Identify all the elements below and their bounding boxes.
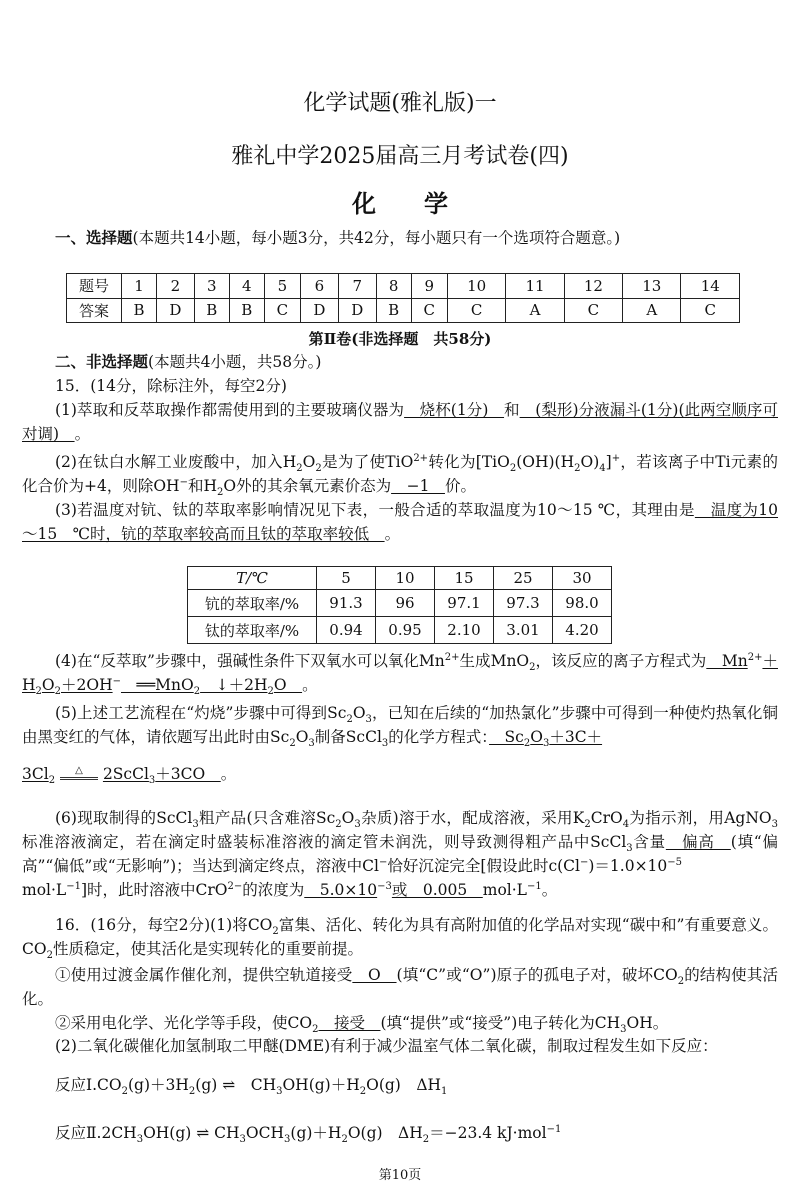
text-run: 富集、活化、转化为具有高附加值的化学品对实现“碳中和”有重要意义。CO (22, 916, 778, 958)
text-run: 3 (136, 1134, 144, 1146)
answer-blank: O (41, 676, 55, 694)
question-number-cell: 12 (564, 274, 622, 299)
answer-blank: 温度为10～15 ℃时，钪的萃取率较高而且钛的萃取率较低 (22, 501, 779, 543)
text-run: 3 (239, 1134, 246, 1146)
text-run: 2 (315, 463, 322, 475)
section2-note: (本题共4小题，共58分。) (148, 353, 322, 371)
text-run: (2)二氧化碳催化加氢制取二甲醚(DME)有利于减少温室气体二氧化碳，制取过程发生如下反应： (55, 1037, 718, 1055)
answer-cell: A (623, 298, 681, 323)
text-run: − (579, 856, 589, 868)
text-run: (5)上述工艺流程在“灼烧”步骤中可得到Sc (55, 704, 347, 722)
q16-part1b (22, 1011, 778, 1035)
text-run: − (179, 476, 188, 488)
answer-blank: ＋2OH (61, 676, 113, 694)
text-run: (填“提供”或“接受”)电子转化为CH (380, 1014, 621, 1032)
text-run: 16．(16分，每空2分)(1)将CO (55, 916, 273, 934)
text-run: 。 (220, 765, 237, 783)
answer-blank: ↓＋2H (200, 676, 268, 694)
answer-cell: C (681, 298, 740, 323)
text-run: 和 (504, 401, 520, 419)
text-run: 2 (341, 1134, 348, 1146)
text-run: 3 (542, 738, 550, 750)
q15-part1 (22, 398, 778, 446)
text-run: 3 (284, 1134, 291, 1146)
temperature-row (188, 567, 612, 590)
question-number-cell: 1 (122, 274, 157, 299)
text-run: − (379, 856, 388, 868)
text-run: OH(g) ⇌ CH (143, 1124, 240, 1142)
text-run: 3 (308, 738, 315, 750)
text-run: 价。 (444, 477, 476, 495)
text-run: 性质稳定，使其活化是实现转化的重要前提。 (52, 940, 363, 958)
text-run: 2 (677, 976, 685, 988)
text-run: 。 (74, 425, 91, 443)
text-run: 2 (574, 463, 581, 475)
answer-cell: D (338, 298, 376, 323)
question-number-cell: 9 (411, 274, 447, 299)
text-run: O (341, 809, 355, 827)
row-label: 答案 (67, 298, 122, 323)
answer-cell: A (506, 298, 564, 323)
text-run: (g)＋H (290, 1124, 342, 1142)
answer-blank: 偏高 (665, 833, 731, 851)
titanium-rate-cell: 3.01 (494, 617, 553, 644)
text-run: 3 (192, 819, 199, 831)
answer-blank: 5.0×10 (304, 881, 378, 899)
text-run: ，已知在后续的“加热氯化”步骤中可得到一种使灼热氧化铜由黑变红的气体，请依题写出此时由Sc (22, 704, 778, 746)
section2-heading (55, 350, 800, 374)
answer-cell: B (376, 298, 411, 323)
text-run: 2 (523, 738, 531, 750)
answer-cell: C (264, 298, 300, 323)
part2-title-text: 第Ⅱ卷(非选择题 共58分) (308, 330, 492, 348)
subject-title: 化 学 (352, 189, 448, 218)
text-run: 标准溶液滴定，若在滴定时盛装标准溶液的滴定管未润洗，则导致测得粗产品中ScCl (22, 833, 627, 851)
text-run: (3)若温度对钪、钛的萃取率影响情况见下表，一般合适的萃取温度为10～15 ℃，其理由是 (55, 501, 695, 519)
question-number-cell: 6 (300, 274, 338, 299)
text-run: ＝−23.4 kJ·mol (429, 1124, 547, 1142)
answer-cell: C (447, 298, 505, 323)
question-number-cell: 7 (338, 274, 376, 299)
text-run: ，若该离子中Ti元素的化合价为+4，则除OH (22, 453, 778, 495)
question-number-cell: 13 (623, 274, 681, 299)
text-run: 3 (354, 819, 361, 831)
text-run: (6)现取制得的ScCl (55, 809, 193, 827)
q15-part5-equation (22, 762, 778, 786)
text-run: 3 (626, 843, 633, 855)
titanium-rate-cell: 2.10 (435, 617, 494, 644)
text-run: 2 (335, 819, 342, 831)
titanium-rate-cell: 0.94 (317, 617, 376, 644)
text-run: 2 (359, 1086, 367, 1098)
answer-blank: 2ScCl (102, 765, 149, 783)
text-run: 。 (384, 525, 401, 543)
section1-label: 一、选择题 (55, 228, 133, 247)
extraction-rate-table (187, 566, 612, 644)
temperature-cell: 15 (435, 567, 494, 590)
text-run: mol·L (482, 881, 527, 899)
answer-table-number-row (67, 274, 740, 299)
answer-blank: ＋3C＋ (549, 728, 603, 746)
text-run: 2+ (413, 452, 429, 464)
answer-blank: ══MnO (120, 676, 194, 694)
text-run: OH(g)＋H (282, 1076, 360, 1094)
text-run: 2 (272, 926, 279, 938)
titanium-rate-cell: 0.95 (376, 617, 435, 644)
section1-note: (本题共14小题，每小题3分，共42分，每小题只有一个选项符合题意。) (132, 229, 621, 247)
answer-blank: Sc (489, 728, 524, 746)
text-run: O (295, 728, 309, 746)
text-run: 含量 (632, 833, 666, 851)
question-number-cell: 14 (681, 274, 740, 299)
page-number: 第10页 (378, 1168, 422, 1183)
text-run: O(g) ΔH (366, 1076, 442, 1094)
text-run: O (352, 704, 366, 722)
heating-condition: △ (60, 765, 98, 780)
question-number-cell: 3 (194, 274, 229, 299)
question-number-cell: 8 (376, 274, 411, 299)
text-run: OCH (245, 1124, 285, 1142)
text-run: 2 (529, 662, 536, 674)
question-number-cell: 4 (229, 274, 264, 299)
text-run: 2+ (444, 651, 460, 663)
text-run: ]时，此时溶液中CrO (80, 881, 228, 899)
text-run: CrO (590, 809, 623, 827)
temperature-cell: 10 (376, 567, 435, 590)
row-label: 钪的萃取率/% (188, 590, 317, 617)
text-run: (OH)(H (516, 453, 575, 471)
answer-blank: 烧杯(1分) (404, 401, 505, 419)
text-run: 恰好沉淀完全[假设此时c(Cl (387, 857, 580, 875)
text-run: (填“偏高”“偏低”或“无影响”)；当达到滴定终点，溶液中Cl (22, 833, 778, 875)
text-run: 。 (541, 881, 558, 899)
answer-blank: O (273, 676, 303, 694)
question-number-cell: 2 (156, 274, 194, 299)
text-run: 3 (771, 819, 778, 831)
text-run: 。 (302, 676, 318, 694)
text-run: 2+ (747, 651, 763, 663)
text-run: O) (580, 453, 600, 471)
answer-blank: ＋3CO (155, 765, 221, 783)
answer-blank: ＋H (22, 652, 778, 694)
text-run: (g)＋3H (128, 1076, 189, 1094)
answer-blank: −1 (391, 477, 445, 495)
text-run: 是为了使TiO (321, 453, 414, 471)
answer-blank: 接受 (318, 1014, 381, 1032)
text-run: 为指示剂，用AgNO (629, 809, 772, 827)
text-run: mol·L (22, 881, 67, 899)
text-run: 的化学方程式： (388, 728, 490, 746)
text-run: )＝1.0×10 (588, 857, 668, 875)
text-run: 的结构使其活化。 (22, 966, 778, 1008)
text-run: 制备ScCl (314, 728, 382, 746)
text-run: 2 (46, 950, 53, 962)
titanium-rate-cell: 4.20 (553, 617, 612, 644)
header-line1: 化学试题(雅礼版)一 (303, 91, 497, 116)
text-run: ②采用电化学、光化学等手段，使CO (55, 1014, 313, 1032)
text-run: 反应Ⅰ.CO (55, 1076, 122, 1094)
scandium-rate-cell: 96 (376, 590, 435, 617)
text-run: (1)萃取和反萃取操作都需使用到的主要玻璃仪器为 (55, 401, 405, 419)
text-run: (g) ⇌ CH (195, 1076, 277, 1094)
answer-cell: B (122, 298, 157, 323)
answer-cell: B (194, 298, 229, 323)
text-run: 2 (121, 1086, 128, 1098)
text-run: 2 (267, 686, 274, 698)
q15-part4 (22, 649, 778, 697)
text-run: −5 (667, 856, 683, 868)
q15-part6 (22, 806, 778, 878)
text-run: 2 (422, 1134, 430, 1146)
text-run: − (112, 675, 121, 687)
text-run: O(g) ΔH (347, 1124, 423, 1142)
reaction-2 (22, 1121, 778, 1145)
answer-cell: D (156, 298, 194, 323)
text-run: 2 (193, 686, 201, 698)
text-run: −1 (66, 880, 81, 892)
q16-head (22, 913, 778, 961)
text-run: 2 (188, 1086, 196, 1098)
q15-part2 (22, 450, 778, 498)
text-run: 粗产品(只含难溶Sc (198, 809, 336, 827)
answer-blank: O (530, 728, 543, 746)
temperature-cell: 25 (494, 567, 553, 590)
text-run: ①使用过渡金属作催化剂，提供空轨道接受 (55, 966, 353, 984)
text-run: 1 (441, 1086, 448, 1098)
text-run: ，该反应的离子方程式为 (535, 652, 707, 670)
text-run: −3 (377, 880, 392, 892)
text-run: O外的其余氧元素价态为 (223, 477, 392, 495)
q16-part2 (22, 1034, 778, 1058)
text-run: O (302, 453, 316, 471)
text-run: 2 (296, 463, 303, 475)
text-run: ] (605, 453, 612, 471)
answer-blank: 或 0.005 (391, 881, 483, 899)
q15-part6-answer (22, 878, 778, 902)
text-run: −1 (526, 880, 542, 892)
text-run: 2 (289, 738, 296, 750)
text-run: (2)在钛白水解工业废酸中，加入H (55, 453, 297, 471)
scandium-rate-cell: 97.1 (435, 590, 494, 617)
text-run: 的浓度为 (242, 881, 305, 899)
text-run: 2 (312, 1024, 319, 1036)
row-label: 题号 (67, 274, 122, 299)
text-run: (4)在“反萃取”步骤中，强碱性条件下双氧水可以氧化Mn (55, 652, 445, 670)
question-number-cell: 10 (447, 274, 505, 299)
text-run: 4 (599, 463, 606, 475)
text-run: 3 (620, 1024, 627, 1036)
text-run: 杂质)溶于水，配成溶液，采用K (360, 809, 585, 827)
text-run: + (611, 452, 621, 464)
text-run: 和H (187, 477, 217, 495)
text-run: OH。 (626, 1014, 669, 1032)
temperature-cell: 5 (317, 567, 376, 590)
answer-blank: Mn (706, 652, 748, 670)
text-run: 3 (276, 1086, 283, 1098)
text-run: 生成MnO (459, 652, 530, 670)
answer-cell: D (300, 298, 338, 323)
text-run: 3 (148, 775, 156, 787)
answer-blank: (梨形)分液漏斗(1分)(此两空顺序可对调) (22, 401, 778, 443)
question-number-cell: 11 (506, 274, 564, 299)
scandium-rate-row (188, 590, 612, 617)
q15-part3 (22, 498, 778, 546)
answer-table (66, 273, 740, 323)
temperature-cell: 30 (553, 567, 612, 590)
reaction-1 (22, 1073, 778, 1097)
row-label: 钛的萃取率/% (188, 617, 317, 644)
text-run: −1 (546, 1123, 562, 1135)
text-run: 2− (227, 880, 243, 892)
answer-table-answer-row (67, 298, 740, 323)
q15-part5 (22, 701, 778, 749)
text-run: 4 (622, 819, 630, 831)
text-run: 2 (217, 487, 224, 499)
answer-blank: 3Cl (22, 765, 49, 783)
q16-part1a (22, 963, 778, 1011)
question-number-cell: 5 (264, 274, 300, 299)
titanium-rate-row (188, 617, 612, 644)
section2-label: 二、非选择题 (55, 352, 149, 371)
text-run: 2 (35, 686, 42, 698)
q15-head: 15．(14分，除标注外，每空2分) (55, 377, 287, 395)
text-run: 2 (509, 463, 517, 475)
text-run: 3 (381, 738, 389, 750)
temperature-label: T/℃ (188, 567, 317, 590)
answer-cell: C (411, 298, 447, 323)
text-run: 2 (48, 775, 56, 787)
scandium-rate-cell: 98.0 (553, 590, 612, 617)
text-run: 3 (365, 714, 372, 726)
text-run: 2 (346, 714, 353, 726)
text-run: 2 (584, 819, 591, 831)
scandium-rate-cell: 97.3 (494, 590, 553, 617)
text-run: 反应Ⅱ.2CH (55, 1124, 137, 1142)
text-run: (填“C”或“O”)原子的孤电子对，破坏CO (396, 966, 678, 984)
scandium-rate-cell: 91.3 (317, 590, 376, 617)
text-run: 转化为[TiO (428, 453, 510, 471)
answer-cell: B (229, 298, 264, 323)
answer-blank: O (352, 966, 397, 984)
answer-cell: C (564, 298, 622, 323)
part2-title (0, 328, 800, 349)
text-run: 2 (54, 686, 61, 698)
header-line2: 雅礼中学2025届高三月考试卷(四) (231, 144, 569, 169)
section1-heading (55, 226, 800, 250)
